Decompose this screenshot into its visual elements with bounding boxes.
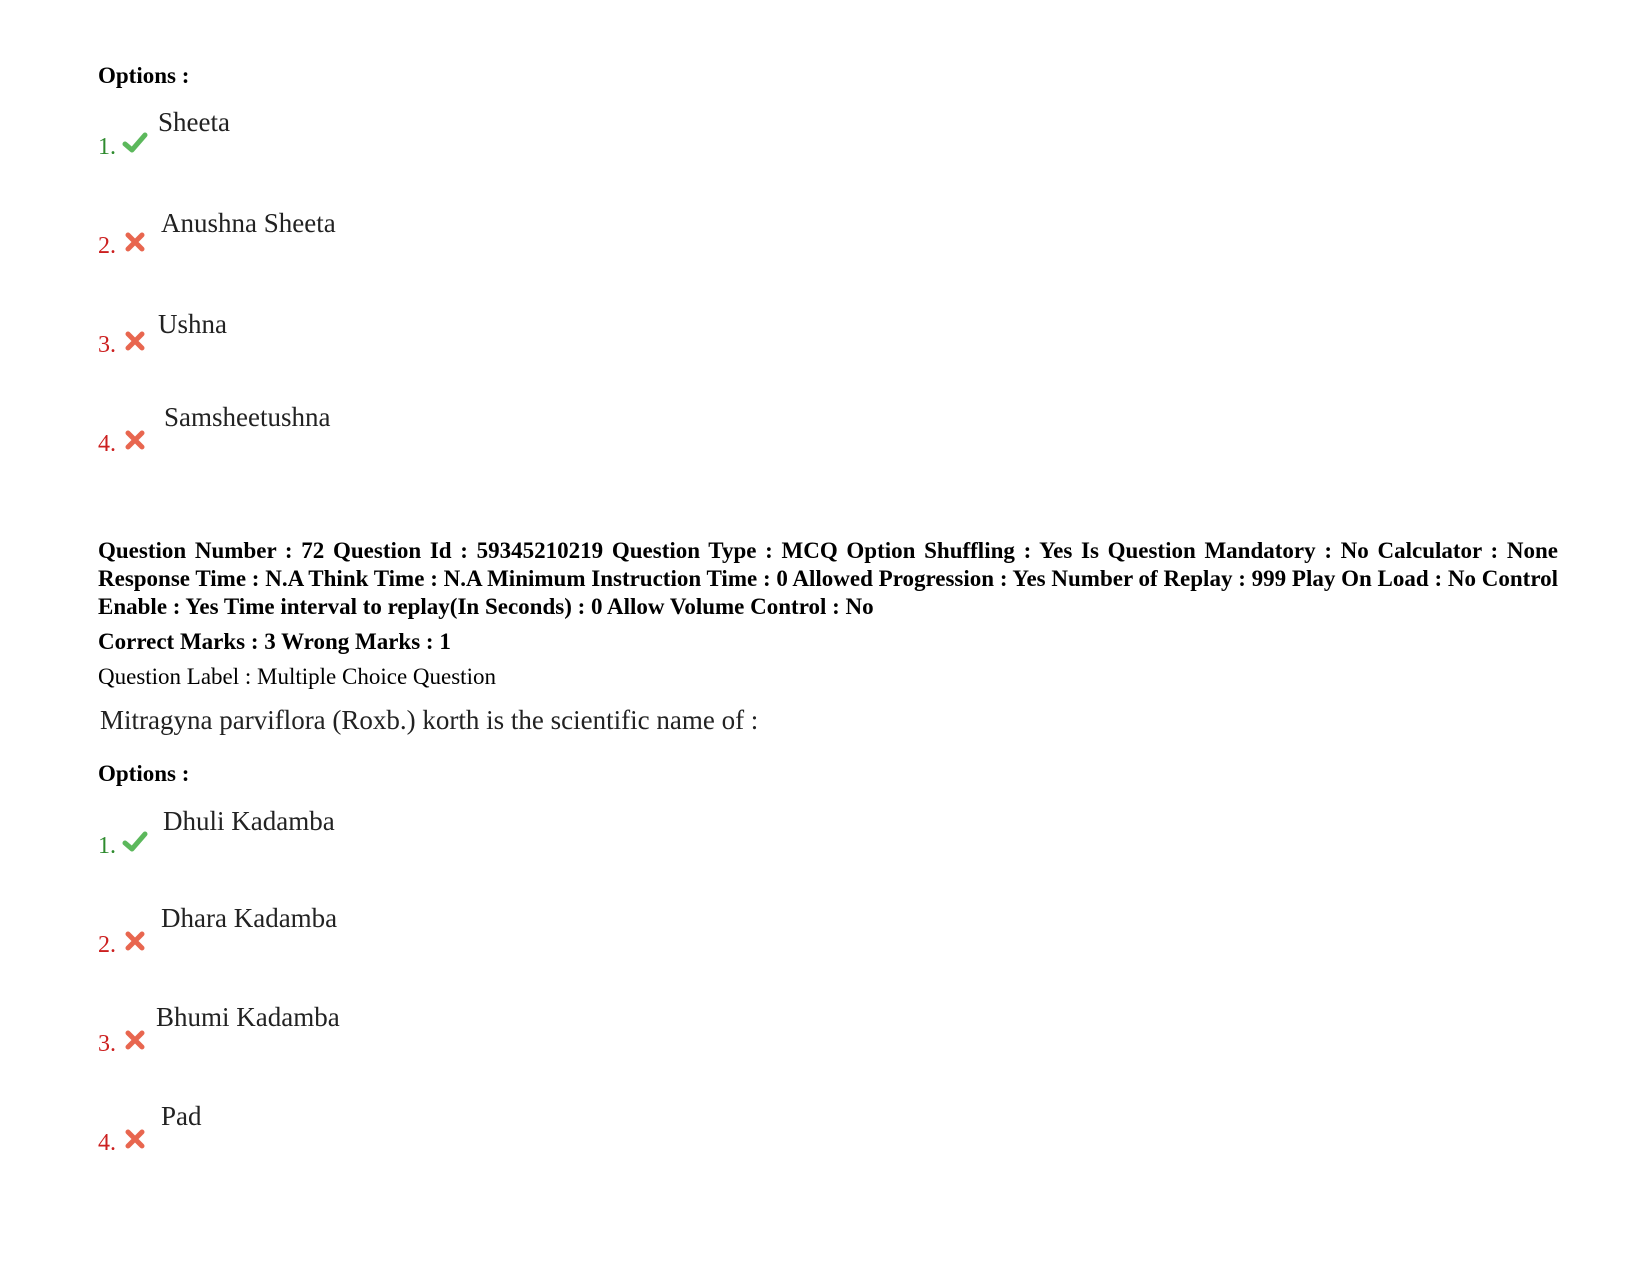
option-number: 1.: [98, 833, 116, 859]
option-text: Dhara Kadamba: [161, 903, 338, 933]
option-number: 2.: [98, 932, 116, 958]
option-number: 4.: [98, 1130, 116, 1156]
option-text: Anushna Sheeta: [161, 208, 336, 238]
option-text: Dhuli Kadamba: [163, 806, 335, 836]
option-text: Bhumi Kadamba: [156, 1002, 340, 1032]
check-icon: [122, 829, 148, 855]
question-label: Question Label : Multiple Choice Question: [98, 664, 496, 689]
cross-icon: [122, 928, 148, 954]
option-number: 2.: [98, 233, 116, 259]
option-text: Ushna: [158, 309, 227, 339]
cross-icon: [122, 427, 148, 453]
question-metadata: Question Number : 72 Question Id : 59345210219 Question Type : MCQ Option Shuffling : Yes Is Question Mandatory : No Calculator : None Response Time : N.A Think Time : N.A Minimum Instruction Time : 0 Allowed Progression : Yes Number of Replay : 999 Play On Load : No Control Enable : Yes Time interval to replay(In Seconds) : 0 Allow Volume Control : No: [98, 538, 1558, 619]
option-text: Pad: [161, 1101, 202, 1131]
option-number: 1.: [98, 134, 116, 160]
options-heading: Options :: [98, 761, 190, 786]
option-text: Samsheetushna: [164, 402, 331, 432]
option-number: 3.: [98, 332, 116, 358]
options-heading: Options :: [98, 63, 190, 88]
cross-icon: [122, 328, 148, 354]
option-number: 3.: [98, 1031, 116, 1057]
cross-icon: [122, 1126, 148, 1152]
question-stem: Mitragyna parviflora (Roxb.) korth is the scientific name of :: [100, 705, 759, 735]
cross-icon: [122, 229, 148, 255]
option-number: 4.: [98, 431, 116, 457]
question-marks: Correct Marks : 3 Wrong Marks : 1: [98, 629, 451, 654]
check-icon: [122, 130, 148, 156]
option-text: Sheeta: [158, 107, 230, 137]
cross-icon: [122, 1027, 148, 1053]
